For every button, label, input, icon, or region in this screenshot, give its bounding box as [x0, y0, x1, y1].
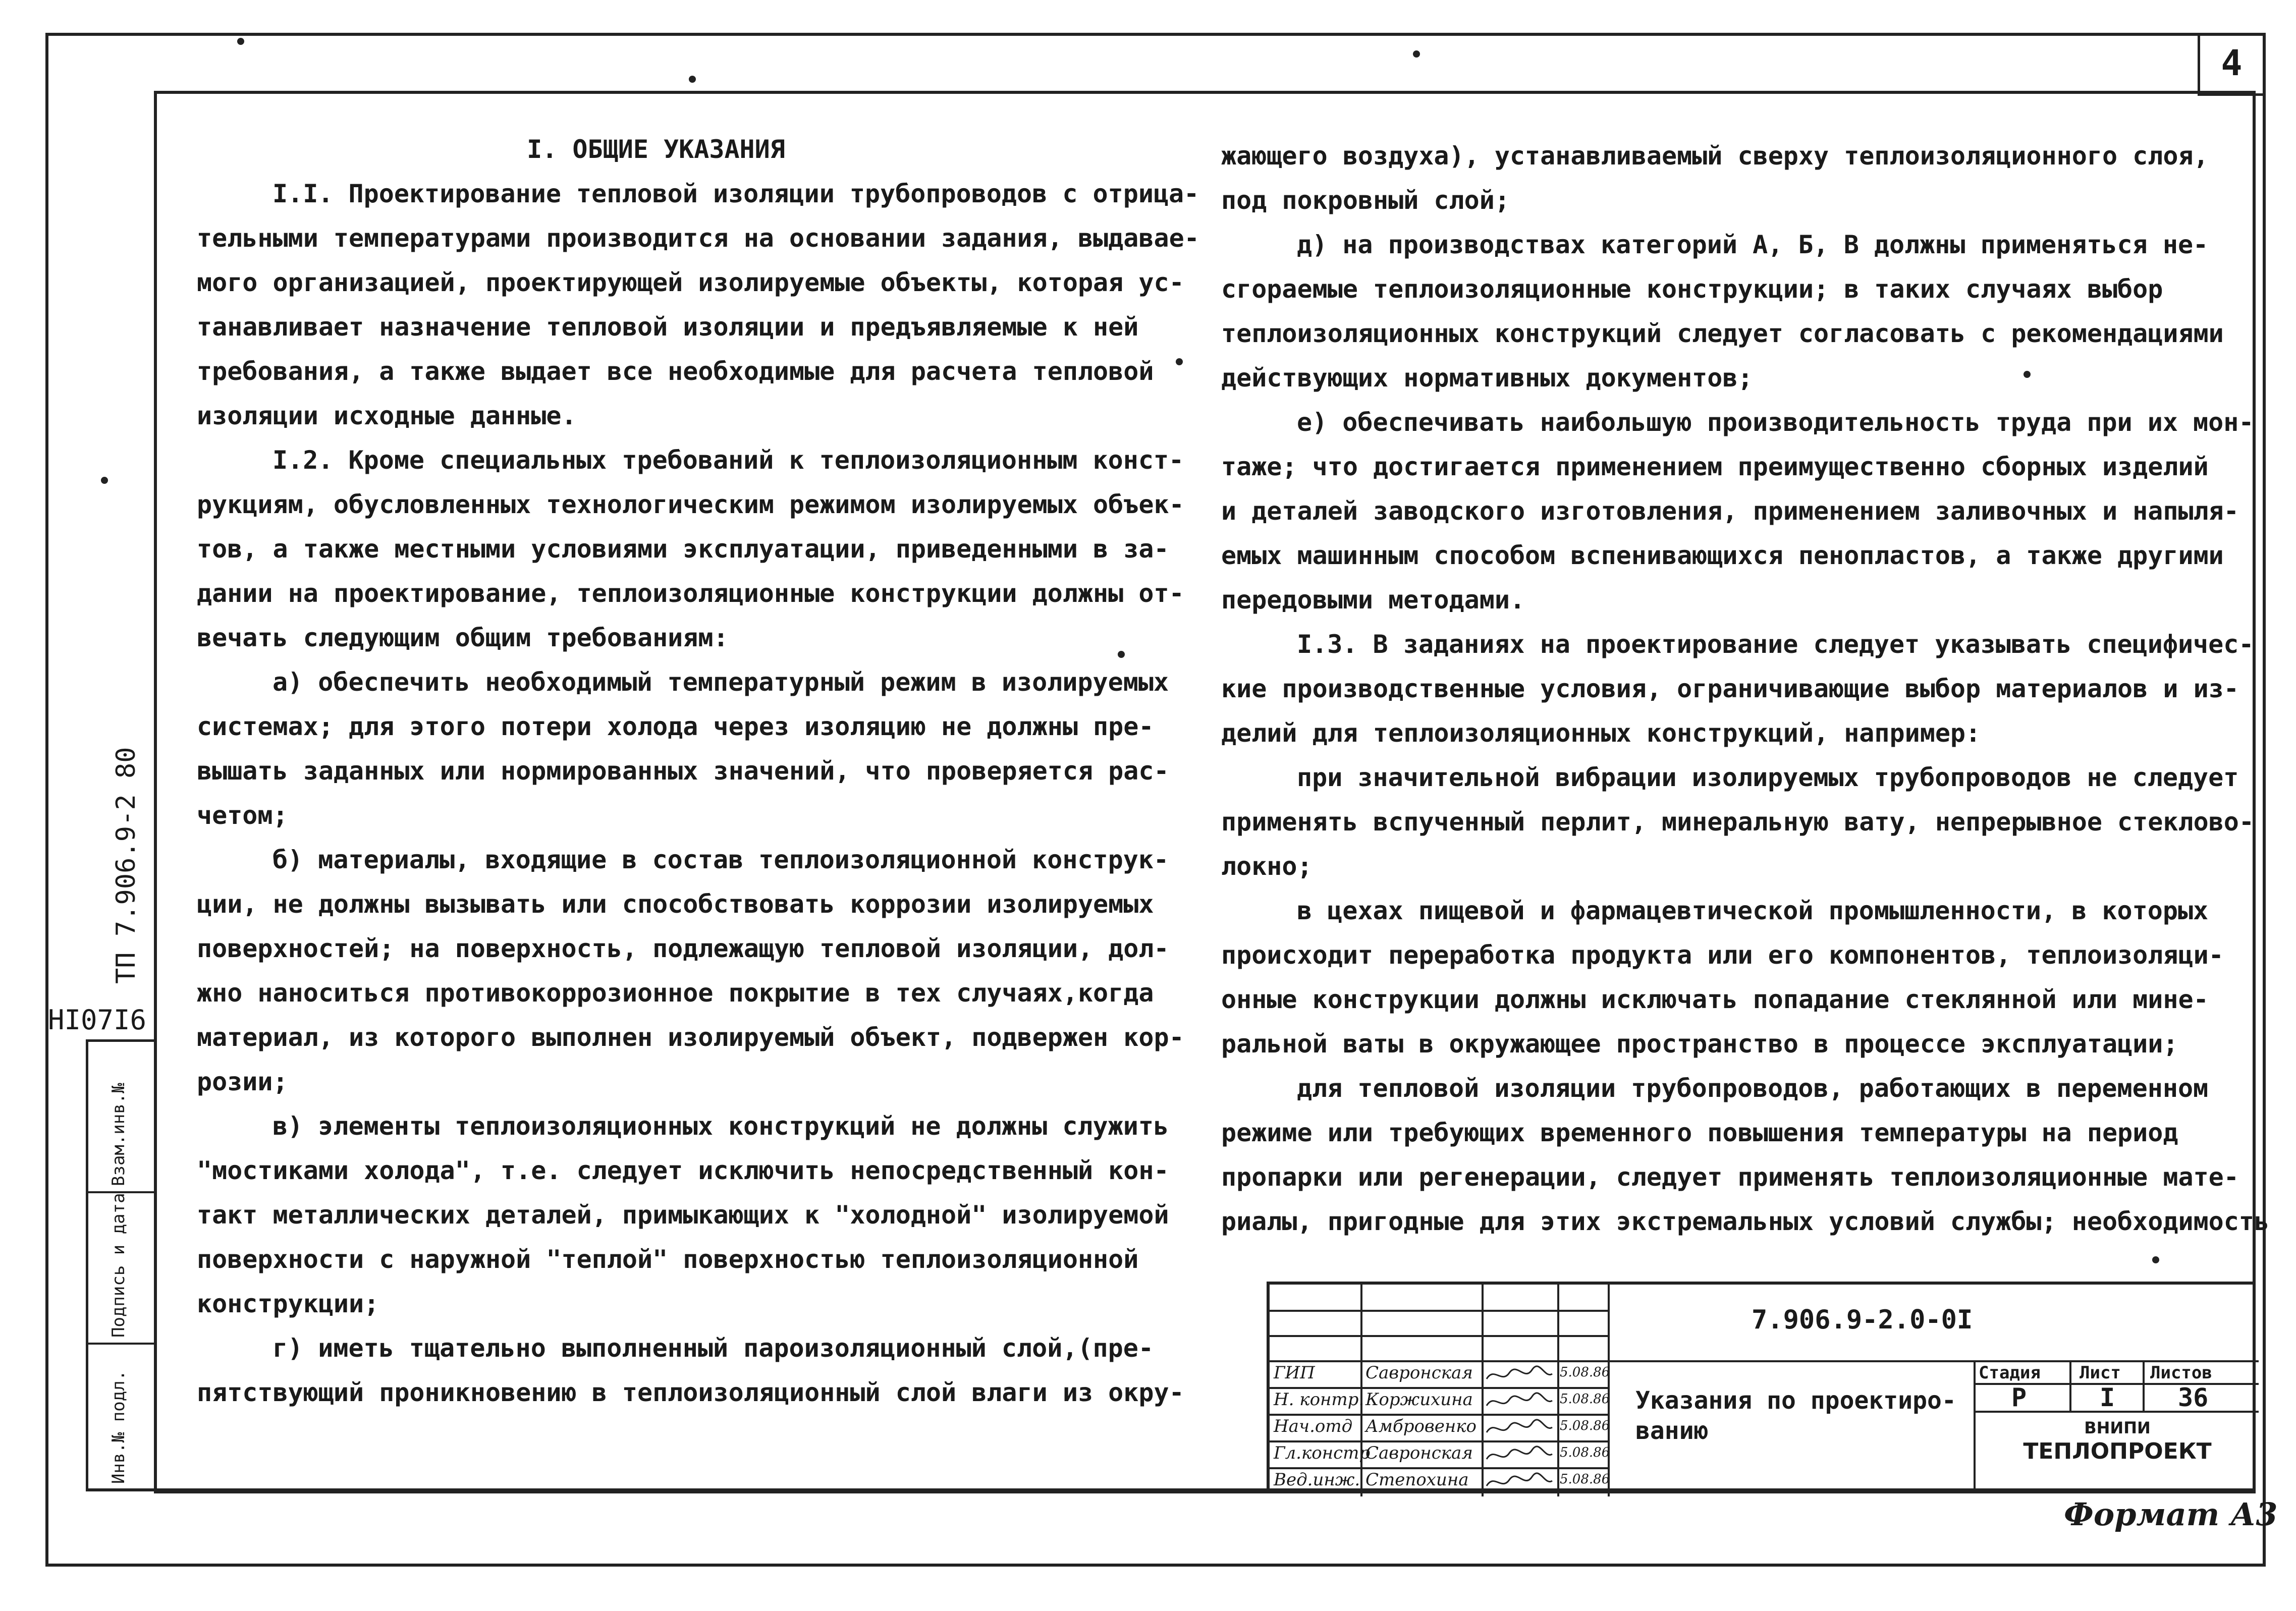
text-line: д) на производствах категорий А, Б, В должны применяться не- [1297, 230, 2209, 259]
text-line: е) обеспечивать наибольшую производительность труда при их мон- [1297, 408, 2254, 437]
grid-line [1270, 1335, 1608, 1337]
signature-role: Нач.отд [1274, 1416, 1353, 1436]
grid-line [1270, 1310, 1608, 1312]
document-code: 7.906.9-2.0-0I [1752, 1305, 1973, 1335]
signature-date: 5.08.86 [1560, 1365, 1610, 1380]
stage-value: Р [2011, 1383, 2027, 1412]
text-line: поверхности с наружной "теплой" поверхностью теплоизоляционной [197, 1245, 1139, 1274]
grid-line [2143, 1360, 2145, 1411]
text-line: таже; что достигается применением преимущественно сборных изделий [1221, 452, 2209, 481]
text-line: кие производственные условия, ограничивающие выбор материалов и из- [1221, 674, 2239, 703]
format-note: Формат А3 [2064, 1496, 2278, 1533]
sheet-value: I [2100, 1383, 2115, 1412]
text-line: жающего воздуха), устанавливаемый сверху теплоизоляционного слоя, [1221, 141, 2209, 171]
signature-date: 5.08.86 [1560, 1472, 1610, 1487]
text-line: для тепловой изоляции трубопроводов, работающих в переменном [1297, 1074, 2209, 1103]
grid-line [1482, 1285, 1484, 1496]
grid-line [1974, 1360, 1976, 1493]
text-line: такт металлических деталей, примыкающих к "холодной" изолируемой [197, 1200, 1169, 1230]
text-line: жно наноситься противокоррозионное покрытие в тех случаях,когда [197, 978, 1154, 1008]
scan-speck [237, 38, 244, 45]
handwritten-signature [1484, 1417, 1555, 1440]
stage-header: Стадия [1979, 1363, 2041, 1383]
grid-line [1270, 1414, 1608, 1416]
text-line: в) элементы теплоизоляционных конструкций не должны служить [272, 1112, 1169, 1141]
text-line: теплоизоляционных конструкций следует согласовать с рекомендациями [1221, 319, 2224, 348]
strip-label: Подпись и дата [108, 1193, 129, 1338]
grid-line [1270, 1440, 1608, 1442]
signature-name: Коржихина [1365, 1390, 1473, 1410]
text-line: четом; [197, 801, 288, 830]
strip-label: Инв.№ подл. [108, 1370, 129, 1484]
strip-cell [88, 1193, 154, 1345]
text-line: вечать следующим общим требованиям: [197, 623, 729, 652]
text-line: в цехах пищевой и фармацевтической промышленности, в которых [1297, 896, 2209, 925]
left-text-column [197, 127, 1199, 1415]
text-line: I.3. В заданиях на проектирование следует указывать специфичес- [1297, 630, 2254, 659]
text-line: материал, из которого выполнен изолируемый объект, подвержен кор- [197, 1023, 1184, 1052]
text-line: передовыми методами. [1221, 585, 1525, 615]
organization-line1: ВНИПИ [2084, 1418, 2151, 1437]
grid-line [1270, 1387, 1608, 1389]
text-line: под покровный слой; [1221, 186, 1510, 215]
signature-role: Гл.констр [1274, 1443, 1371, 1463]
text-line: дании на проектирование, теплоизоляционные конструкции должны от- [197, 579, 1184, 608]
text-line: емых машинным способом вспенивающихся пенопластов, а также другими [1221, 541, 2224, 570]
text-line: режиме или требующих временного повышения температуры на период [1221, 1118, 2178, 1147]
text-line: сгораемые теплоизоляционные конструкции; в таких случаях выбор [1221, 274, 2163, 304]
text-line: рукциям, обусловленных технологическим режимом изолируемых объек- [197, 490, 1184, 519]
scan-speck [689, 76, 696, 83]
strip-cell [88, 1042, 154, 1193]
document-title-text: Указания по проектиро- ванию [1635, 1386, 1956, 1445]
strip-label: Взам.инв.№ [108, 1083, 129, 1186]
signature-date: 5.08.86 [1560, 1418, 1610, 1433]
handwritten-signature [1484, 1444, 1555, 1467]
handwritten-signature [1484, 1391, 1555, 1413]
organization-line2: ТЕПЛОПРОЕКТ [2023, 1438, 2212, 1464]
text-line: и деталей заводского изготовления, применением заливочных и напыля- [1221, 496, 2239, 526]
grid-line [2069, 1360, 2071, 1411]
strip-cell [88, 1345, 154, 1489]
text-line: действующих нормативных документов; [1221, 363, 1753, 393]
text-line: изоляции исходные данные. [197, 401, 577, 430]
text-line: а) обеспечить необходимый температурный режим в изолируемых [272, 668, 1169, 697]
signature-role: Н. контр. [1274, 1390, 1364, 1410]
text-line: ции, не должны вызывать или способствовать коррозии изолируемых [197, 890, 1154, 919]
text-line: I.I. Проектирование тепловой изоляции трубопроводов с отрица- [272, 179, 1199, 208]
text-line: риалы, пригодные для этих экстремальных условий службы; необходимость [1221, 1207, 2270, 1236]
grid-line [1608, 1285, 1610, 1496]
text-line: тов, а также местными условиями эксплуатации, приведенными в за- [197, 534, 1169, 564]
text-line: розии; [197, 1067, 288, 1096]
side-document-code: ТП 7.906.9-2 80 [111, 747, 141, 984]
grid-line [1557, 1285, 1559, 1496]
text-line: танавливает назначение тепловой изоляции и предъявляемые к ней [197, 312, 1139, 342]
grid-line [1270, 1360, 2259, 1362]
side-strip-labels [88, 1042, 154, 1489]
text-line: пятствующий проникновению в теплоизоляционный слой влаги из окру- [197, 1378, 1184, 1407]
signature-name: Степохина [1365, 1470, 1469, 1490]
sheet-header: Лист [2080, 1363, 2121, 1383]
signature-name: Савронская [1365, 1363, 1473, 1383]
grid-line [1270, 1467, 1608, 1469]
text-line: применять вспученный перлит, минеральную вату, непрерывное стеклово- [1221, 807, 2254, 837]
text-line: делий для теплоизоляционных конструкций, например: [1221, 718, 1981, 748]
text-line: системах; для этого потери холода через изоляцию не должны пре- [197, 712, 1154, 741]
scan-speck [2152, 1256, 2159, 1263]
inventory-number: НI07I6 [48, 1004, 147, 1036]
section-heading: I. ОБЩИЕ УКАЗАНИЯ [527, 135, 785, 164]
signature-role: Вед.инж. [1274, 1470, 1360, 1490]
text-line: тельными температурами производится на основании задания, выдавае- [197, 224, 1199, 253]
scan-speck [1413, 50, 1420, 58]
text-line: при значительной вибрации изолируемых трубопроводов не следует [1297, 763, 2239, 792]
document-title [1635, 1385, 1956, 1446]
scan-speck [101, 477, 108, 484]
text-line: конструкции; [197, 1289, 379, 1318]
left-lines [197, 172, 1199, 1415]
text-line: вышать заданных или нормированных значений, что проверяется рас- [197, 756, 1169, 786]
text-line: I.2. Кроме специальных требований к теплоизоляционным конст- [272, 446, 1184, 475]
sheets-header: Листов [2150, 1363, 2212, 1383]
text-line: онные конструкции должны исключать попадание стеклянной или мине- [1221, 985, 2209, 1014]
text-line: мого организацией, проектирующей изолируемые объекты, которая ус- [197, 268, 1184, 297]
text-line: ральной ваты в окружающее пространство в процессе эксплуатации; [1221, 1029, 2178, 1059]
handwritten-signature [1484, 1364, 1555, 1386]
text-line: происходит переработка продукта или его компонентов, теплоизоляци- [1221, 940, 2224, 970]
signature-date: 5.08.86 [1560, 1392, 1610, 1407]
sheet-corner-mark: 4 [2198, 33, 2266, 96]
text-line: поверхностей; на поверхность, подлежащую тепловой изоляции, дол- [197, 934, 1169, 963]
sheets-value: 36 [2178, 1383, 2209, 1412]
signature-date: 5.08.86 [1560, 1445, 1610, 1460]
scan-speck [1176, 358, 1183, 365]
title-block [1267, 1282, 2256, 1493]
signature-name: Амбровенко [1365, 1416, 1477, 1436]
right-text-column [1221, 134, 2270, 1244]
text-line: б) материалы, входящие в состав теплоизоляционной конструк- [272, 845, 1169, 874]
text-line: пропарки или регенерации, следует применять теплоизоляционные мате- [1221, 1162, 2239, 1192]
text-line: локно; [1221, 852, 1313, 881]
signature-role: ГИП [1274, 1363, 1315, 1383]
text-line: г) иметь тщательно выполненный пароизоляционный слой,(пре- [272, 1334, 1154, 1363]
text-line: требования, а также выдает все необходимые для расчета тепловой [197, 357, 1154, 386]
text-line: "мостиками холода", т.е. следует исключить непосредственный кон- [197, 1156, 1169, 1185]
handwritten-signature [1484, 1471, 1555, 1493]
right-lines [1221, 134, 2270, 1244]
signature-name: Савронская [1365, 1443, 1473, 1463]
scan-speck [1118, 651, 1125, 658]
